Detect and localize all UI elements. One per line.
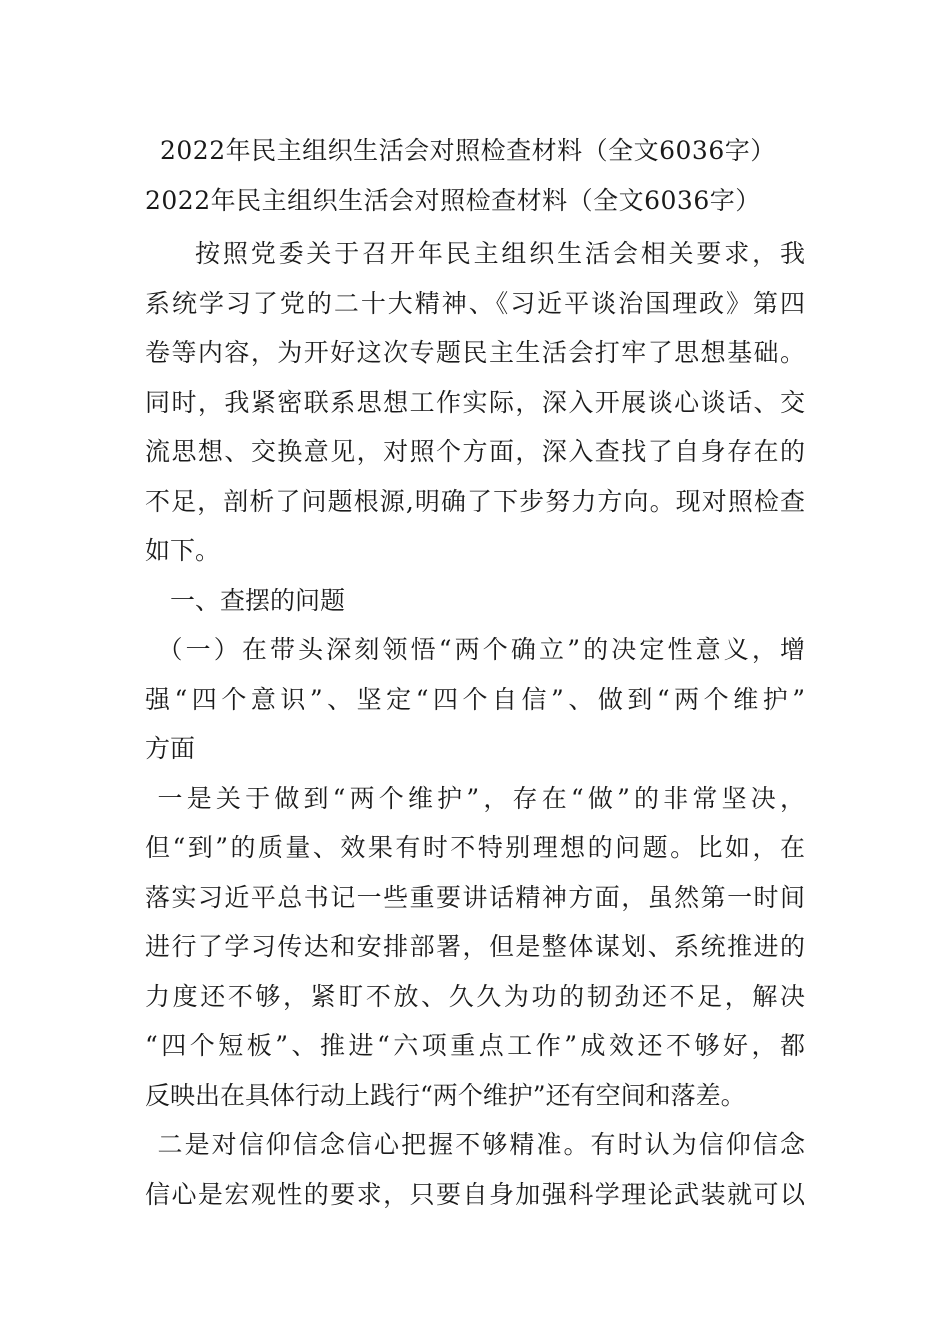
body-line: 反映出在具体行动上践行“两个维护”还有空间和落差。 <box>145 1080 746 1110</box>
body-line: 方面 <box>145 734 196 763</box>
body-line: 一、查摆的问题 <box>170 585 346 615</box>
body-line: 按照党委关于召开年民主组织生活会相关要求，我 <box>195 239 805 268</box>
body-line: 力度还不够，紧盯不放、久久为功的韧劲还不足，解决 <box>145 981 805 1011</box>
document-title-primary: 2022年民主组织生活会对照检查材料（全文6036字） <box>160 136 776 165</box>
body-line: 进行了学习传达和安排部署，但是整体谋划、系统推进的 <box>145 932 805 961</box>
body-line: 一是关于做到“两个维护”，存在“做”的非常坚决， <box>157 783 805 813</box>
body-line: 同时，我紧密联系思想工作实际，深入开展谈心谈话、交 <box>145 387 805 417</box>
document-title-secondary: 2022年民主组织生活会对照检查材料（全文6036字） <box>145 186 761 215</box>
body-line: 卷等内容，为开好这次专题民主生活会打牢了思想基础。 <box>145 338 805 367</box>
body-line: 强“四个意识”、坚定“四个自信”、做到“两个维护” <box>145 684 805 714</box>
body-line: 信心是宏观性的要求，只要自身加强科学理论武装就可以 <box>145 1179 805 1209</box>
document-body <box>145 229 805 1219</box>
body-line: 二是对信仰信念信心把握不够精准。有时认为信仰信念 <box>157 1130 805 1159</box>
body-line: 落实习近平总书记一些重要讲话精神方面，虽然第一时间 <box>145 882 805 912</box>
body-line: “四个短板”、推进“六项重点工作”成效还不够好，都 <box>145 1031 805 1060</box>
body-line: 流思想、交换意见，对照个方面，深入查找了自身存在的 <box>145 437 805 466</box>
body-line: 但“到”的质量、效果有时不特别理想的问题。比如，在 <box>145 833 805 862</box>
body-line: 系统学习了党的二十大精神、《习近平谈治国理政》第四 <box>145 288 805 318</box>
body-line: 不足，剖析了问题根源,明确了下步努力方向。现对照检查 <box>145 486 805 516</box>
body-line: 如下。 <box>145 536 221 565</box>
body-line: （一）在带头深刻领悟“两个确立”的决定性意义，增 <box>157 635 805 664</box>
